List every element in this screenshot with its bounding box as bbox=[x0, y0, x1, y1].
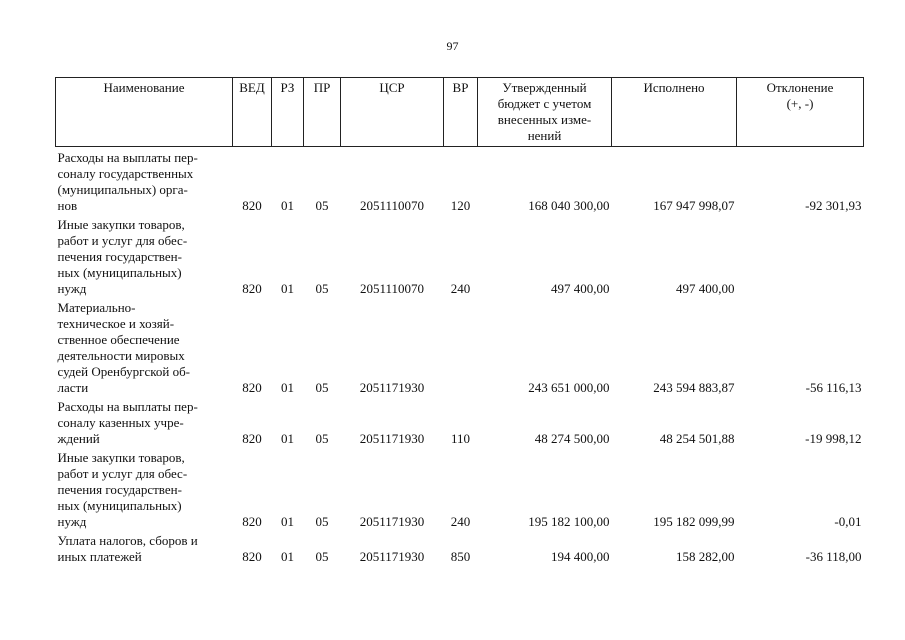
name-line: иных платежей bbox=[57, 549, 142, 564]
cell-vr: 850 bbox=[450, 549, 471, 564]
cell-deviation: -92 301,93 bbox=[805, 198, 862, 213]
header-deviation bbox=[737, 78, 864, 147]
cell-executed: 195 182 099,99 bbox=[653, 514, 735, 529]
header-rz: РЗ bbox=[272, 78, 304, 147]
name-line: Иные закупки товаров, bbox=[57, 217, 185, 232]
page-number: 97 bbox=[446, 39, 459, 53]
cell-csr: 2051171930 bbox=[359, 380, 425, 395]
name-line: Уплата налогов, сборов и bbox=[57, 533, 198, 548]
table-row bbox=[56, 449, 864, 532]
cell-ved: 820 bbox=[242, 431, 262, 446]
header-ved: ВЕД bbox=[233, 78, 272, 147]
header-deviation-line: Отклонение bbox=[766, 80, 834, 95]
cell-rz: 01 bbox=[281, 281, 294, 296]
cell-ved: 820 bbox=[242, 514, 262, 529]
cell-rz: 01 bbox=[281, 380, 294, 395]
cell-rz: 01 bbox=[281, 549, 294, 564]
name-line: Расходы на выплаты пер- bbox=[57, 399, 198, 414]
header-deviation-line: (+, -) bbox=[786, 96, 814, 111]
table-row bbox=[56, 216, 864, 299]
header-pr: ПР bbox=[304, 78, 341, 147]
name-line: Расходы на выплаты пер- bbox=[57, 150, 198, 165]
table-row bbox=[56, 149, 864, 216]
budget-execution-table bbox=[55, 77, 864, 567]
name-line: соналу казенных учре- bbox=[57, 415, 184, 430]
cell-rz: 01 bbox=[281, 514, 294, 529]
name-line: ственное обеспечение bbox=[57, 332, 180, 347]
table-body bbox=[56, 147, 864, 568]
name-line: соналу государственных bbox=[57, 166, 194, 181]
header-executed: Исполнено bbox=[612, 78, 737, 147]
table-row bbox=[56, 532, 864, 567]
cell-deviation: -0,01 bbox=[834, 514, 862, 529]
cell-approved: 168 040 300,00 bbox=[528, 198, 610, 213]
name-line: работ и услуг для обес- bbox=[57, 233, 188, 248]
cell-csr: 2051171930 bbox=[359, 431, 425, 446]
table-row bbox=[56, 398, 864, 449]
name-line: Иные закупки товаров, bbox=[57, 450, 185, 465]
cell-ved: 820 bbox=[242, 380, 262, 395]
header-approved-line: внесенных изме- bbox=[497, 112, 592, 127]
name-line: ных (муниципальных) bbox=[57, 498, 182, 513]
cell-executed: 158 282,00 bbox=[676, 549, 735, 564]
name-line: Материально- bbox=[57, 300, 136, 315]
cell-csr: 2051171930 bbox=[359, 514, 425, 529]
cell-executed: 497 400,00 bbox=[676, 281, 735, 296]
cell-csr: 2051110070 bbox=[359, 281, 425, 296]
cell-name bbox=[56, 149, 233, 216]
name-line: нов bbox=[57, 198, 78, 213]
cell-deviation bbox=[737, 216, 864, 299]
cell-rz: 01 bbox=[281, 431, 294, 446]
header-csr: ЦСР bbox=[341, 78, 444, 147]
cell-approved: 48 274 500,00 bbox=[534, 431, 610, 446]
cell-vr: 240 bbox=[450, 514, 471, 529]
name-line: техническое и хозяй- bbox=[57, 316, 175, 331]
header-name: Наименование bbox=[56, 78, 233, 147]
cell-approved: 243 651 000,00 bbox=[528, 380, 610, 395]
cell-vr bbox=[444, 299, 478, 398]
cell-name bbox=[56, 532, 233, 567]
name-line: работ и услуг для обес- bbox=[57, 466, 188, 481]
cell-name bbox=[56, 449, 233, 532]
cell-vr: 110 bbox=[450, 431, 471, 446]
cell-pr: 05 bbox=[315, 380, 329, 395]
header-approved-line: бюджет с учетом bbox=[497, 96, 592, 111]
cell-pr: 05 bbox=[315, 281, 329, 296]
name-line: печения государствен- bbox=[57, 249, 182, 264]
header-approved-line: Утвержденный bbox=[502, 80, 587, 95]
cell-executed: 48 254 501,88 bbox=[659, 431, 735, 446]
cell-vr: 240 bbox=[450, 281, 471, 296]
name-line: судей Оренбургской об- bbox=[57, 364, 191, 379]
cell-pr: 05 bbox=[315, 198, 329, 213]
cell-approved: 497 400,00 bbox=[551, 281, 610, 296]
header-approved-budget bbox=[478, 78, 612, 147]
cell-rz: 01 bbox=[281, 198, 294, 213]
cell-vr: 120 bbox=[450, 198, 471, 213]
name-line: ласти bbox=[57, 380, 89, 395]
cell-deviation: -56 116,13 bbox=[805, 380, 862, 395]
cell-deviation: -19 998,12 bbox=[805, 431, 862, 446]
cell-ved: 820 bbox=[242, 549, 262, 564]
name-line: нужд bbox=[57, 514, 87, 529]
cell-ved: 820 bbox=[242, 198, 262, 213]
name-line: ждений bbox=[57, 431, 100, 446]
name-line: ных (муниципальных) bbox=[57, 265, 182, 280]
name-line: печения государствен- bbox=[57, 482, 182, 497]
cell-pr: 05 bbox=[315, 431, 329, 446]
cell-pr: 05 bbox=[315, 549, 329, 564]
cell-executed: 167 947 998,07 bbox=[653, 198, 735, 213]
name-line: нужд bbox=[57, 281, 87, 296]
cell-pr: 05 bbox=[315, 514, 329, 529]
cell-executed: 243 594 883,87 bbox=[653, 380, 735, 395]
cell-ved: 820 bbox=[242, 281, 262, 296]
cell-name bbox=[56, 216, 233, 299]
cell-approved: 195 182 100,00 bbox=[528, 514, 610, 529]
table-row bbox=[56, 299, 864, 398]
name-line: (муниципальных) орга- bbox=[57, 182, 188, 197]
cell-name bbox=[56, 398, 233, 449]
header-vr: ВР bbox=[444, 78, 478, 147]
cell-deviation: -36 118,00 bbox=[805, 549, 862, 564]
cell-name bbox=[56, 299, 233, 398]
header-approved-line: нений bbox=[527, 128, 562, 143]
name-line: деятельности мировых bbox=[57, 348, 185, 363]
cell-csr: 2051171930 bbox=[359, 549, 425, 564]
cell-approved: 194 400,00 bbox=[551, 549, 610, 564]
cell-csr: 2051110070 bbox=[359, 198, 425, 213]
table-header-row bbox=[56, 78, 864, 147]
